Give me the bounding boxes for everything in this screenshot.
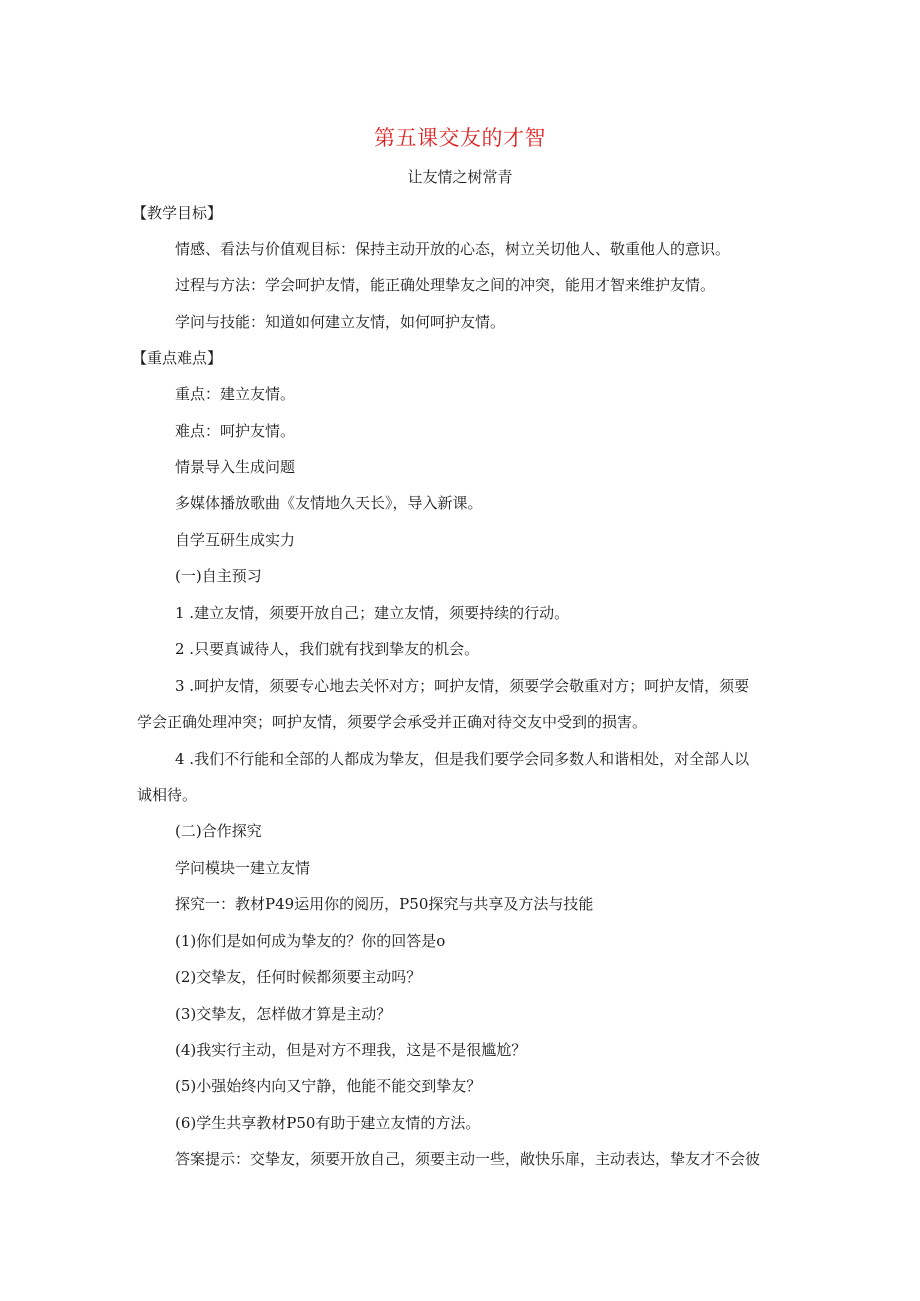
list-item: 3 .呵护友情，须要专心地去关怀对方；呵护友情，须要学会敬重对方；呵护友情，须要: [175, 677, 750, 695]
paragraph: 多媒体播放歌曲《友情地久天长》，导入新课。: [175, 494, 483, 512]
question-item: (3)交挚友，怎样做才算是主动？: [175, 1005, 392, 1023]
paragraph: 重点：建立友情。: [175, 385, 296, 403]
list-item-continuation: 学会正确处理冲突；呵护友情，须要学会承受并正确对待交友中受到的损害。: [137, 713, 648, 731]
question-item: (2)交挚友，任何时候都须要主动吗？: [175, 968, 422, 986]
list-item: 2 .只要真诚待人，我们就有找到挚友的机会。: [175, 640, 480, 658]
paragraph: 情景导入生成问题: [175, 458, 296, 476]
page-title: 第五课交友的才智: [374, 126, 546, 150]
question-item: (4)我实行主动，但是对方不理我，这是不是很尴尬？: [175, 1041, 527, 1059]
paragraph: 探究一：教材P49运用你的阅历，P50探究与共享及方法与技能: [175, 895, 594, 913]
question-item: (6)学生共享教材P50有助于建立友情的方法。: [175, 1114, 481, 1132]
list-item: 1 .建立友情，须要开放自己；建立友情，须要持续的行动。: [175, 604, 570, 622]
section-heading-key-points: 【重点难点】: [132, 349, 223, 367]
paragraph: (二)合作探究: [175, 822, 262, 840]
paragraph: 答案提示：交挚友，须要开放自己，须要主动一些，敞快乐扉，主动表达，挚友才不会彼: [175, 1150, 761, 1168]
question-item: (1)你们是如何成为挚友的？你的回答是o: [175, 932, 446, 950]
list-item: 4 .我们不行能和全部的人都成为挚友，但是我们要学会同多数人和谐相处，对全部人以: [175, 750, 750, 768]
paragraph: 学问与技能：知道如何建立友情，如何呵护友情。: [175, 313, 506, 331]
paragraph: 学问模块一建立友情: [175, 859, 311, 877]
paragraph: 难点：呵护友情。: [175, 422, 296, 440]
list-item-continuation: 诚相待。: [137, 786, 198, 804]
paragraph: (一)自主预习: [175, 567, 262, 585]
section-heading-goals: 【教学目标】: [132, 204, 223, 222]
question-item: (5)小强始终内向又宁静，他能不能交到挚友？: [175, 1077, 482, 1095]
page-subtitle: 让友情之树常青: [407, 168, 513, 186]
paragraph: 过程与方法：学会呵护友情，能正确处理挚友之间的冲突，能用才智来维护友情。: [175, 276, 716, 294]
paragraph: 情感、看法与价值观目标：保持主动开放的心态，树立关切他人、敬重他人的意识。: [175, 240, 731, 258]
paragraph: 自学互研生成实力: [175, 531, 296, 549]
